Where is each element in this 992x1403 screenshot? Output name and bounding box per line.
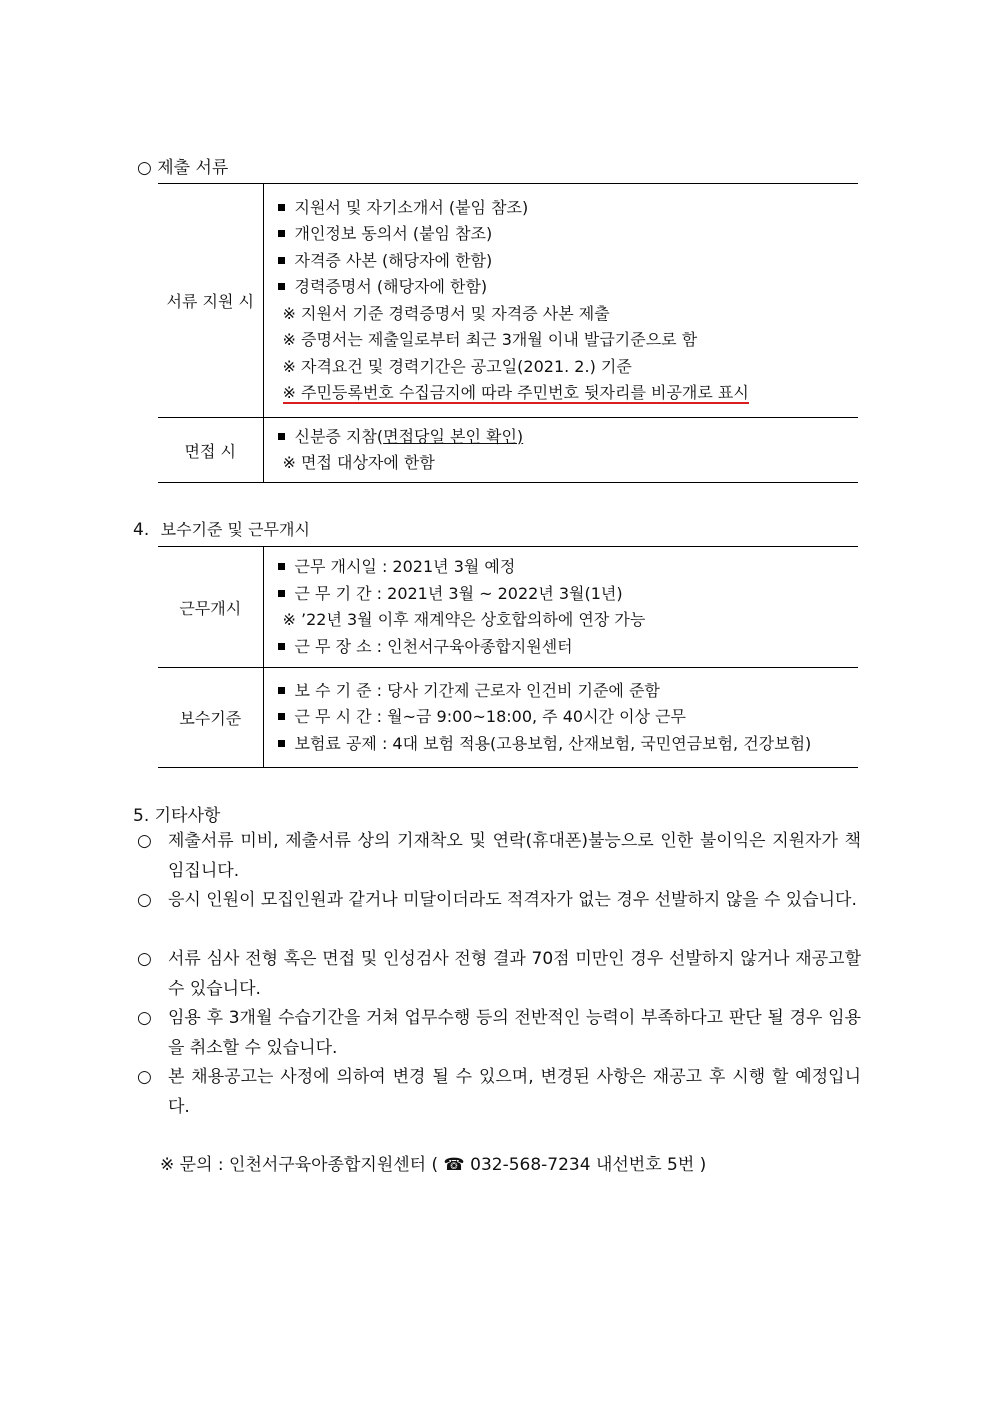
list-item: 근 무 시 간 : 월~금 9:00~18:00, 주 40시간 이상 근무: [276, 704, 859, 731]
list-item: ○ 응시 인원이 모집인원과 같거나 미달이더라도 적격자가 없는 경우 선발하지 않을 수 있습니다.: [137, 885, 861, 915]
list-item: 근 무 장 소 : 인천서구육아종합지원센터: [276, 634, 859, 661]
list-item: 근무 개시일 : 2021년 3월 예정: [276, 554, 859, 581]
square-bullet-icon: [278, 713, 285, 720]
section-heading-documents: ○ 제출 서류: [137, 158, 229, 178]
square-bullet-icon: [278, 204, 285, 211]
list-item: ○ 본 채용공고는 사정에 의하여 변경 될 수 있으며, 변경된 사항은 재공고 후 시행 할 예정입니다.: [137, 1062, 861, 1122]
list-item: 보험료 공제 : 4대 보험 적용(고용보험, 산재보험, 국민연금보험, 건강보험): [276, 731, 859, 758]
underlined-text: 면접당일 본인 확인): [383, 426, 524, 446]
square-bullet-icon: [278, 283, 285, 290]
note-line: ※ 자격요건 및 경력기간은 공고일(2021. 2.) 기준: [282, 356, 632, 376]
list-item: ○ 임용 후 3개월 수습기간을 거쳐 업무수행 등의 전반적인 능력이 부족하다고 판단 될 경우 임용을 취소할 수 있습니다.: [137, 1003, 861, 1063]
square-bullet-icon: [278, 433, 285, 440]
circle-bullet-icon: ○: [137, 831, 152, 851]
square-bullet-icon: [278, 687, 285, 694]
phone-icon: ☎: [443, 1155, 465, 1175]
contact-line: ※ 문의 : 인천서구육아종합지원센터 ( ☎ 032-568-7234 내선번호 5번 ): [160, 1155, 707, 1175]
square-bullet-icon: [278, 643, 285, 650]
list-item: 신분증 지참(면접당일 본인 확인): [276, 424, 859, 451]
row-label: 면접 시: [158, 418, 263, 483]
row-label: 근무개시: [158, 547, 263, 668]
square-bullet-icon: [278, 740, 285, 747]
list-item: 근 무 기 간 : 2021년 3월 ~ 2022년 3월(1년): [276, 581, 859, 608]
table-row-interview: [158, 418, 858, 483]
table-row-pay-standard: [158, 668, 858, 768]
documents-table: [158, 183, 858, 483]
list-item: 경력증명서 (해당자에 한함): [276, 274, 859, 301]
square-bullet-icon: [278, 230, 285, 237]
row-label: 보수기준: [158, 668, 263, 768]
square-bullet-icon: [278, 257, 285, 264]
list-item: 보 수 기 준 : 당사 기간제 근로자 인건비 기준에 준함: [276, 678, 859, 705]
work-pay-table: [158, 546, 858, 768]
note-line: ※ 지원서 기준 경력증명서 및 자격증 사본 제출: [282, 303, 610, 323]
circle-bullet-icon: ○: [137, 1008, 152, 1028]
list-item: 지원서 및 자기소개서 (붙임 참조): [276, 195, 859, 222]
table-row-work-start: [158, 547, 858, 668]
circle-bullet-icon: ○: [137, 890, 152, 910]
note-line: ※ ’22년 3월 이후 재계약은 상호합의하에 연장 가능: [282, 610, 646, 629]
circle-bullet-icon: ○: [137, 1067, 152, 1087]
square-bullet-icon: [278, 563, 285, 570]
list-item: ○ 제출서류 미비, 제출서류 상의 기재착오 및 연락(휴대폰)불능으로 인한 불이익은 지원자가 책임집니다.: [137, 826, 861, 886]
row-label: 서류 지원 시: [158, 184, 263, 418]
red-underlined-text: ※ 주민등록번호 수집금지에 따라 주민번호 뒷자리를 비공개로 표시: [282, 383, 749, 402]
list-item: 자격증 사본 (해당자에 한함): [276, 248, 859, 275]
table-row-document-submission: [158, 184, 858, 418]
section-heading-5: 5. 기타사항: [133, 806, 221, 826]
note-line-highlighted: [276, 380, 859, 407]
note-line: ※ 증명서는 제출일로부터 최근 3개월 이내 발급기준으로 함: [282, 330, 698, 349]
list-item: ○ 서류 심사 전형 혹은 면접 및 인성검사 전형 결과 70점 미만인 경우 선발하지 않거나 재공고할 수 있습니다.: [137, 944, 861, 1004]
note-line: ※ 면접 대상자에 한함: [282, 453, 435, 472]
list-item: 개인정보 동의서 (붙임 참조): [276, 221, 859, 248]
circle-bullet-icon: ○: [137, 949, 152, 969]
section-heading-4: 4. 보수기준 및 근무개시: [133, 520, 310, 540]
square-bullet-icon: [278, 590, 285, 597]
